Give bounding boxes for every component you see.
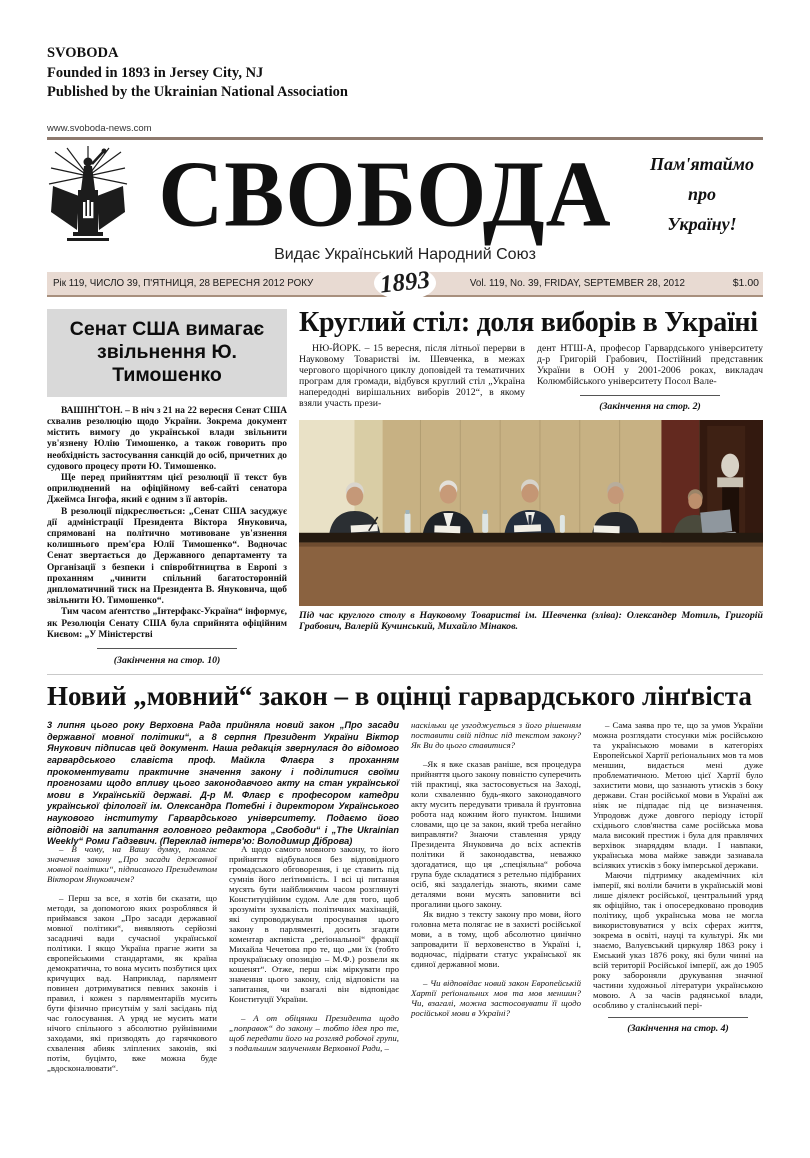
language-column-1 xyxy=(47,844,217,1073)
svoboda-liberty-logo-icon xyxy=(47,146,129,244)
interview-answer: – Перш за все, я хотів би сказати, що методи, за допомогою яких розроблявся й приймався закон „Про засади державної мовної політики“, виявляють серйозні засадничі вади сучасної української політики. І якщо Україна прагне жити за європейськими стандартами, як країна демократична, то вона мусить позбутися цих кричущих вад. Наприклад, парлямент повинен дотримуватися певних законів і правил, і кожен з парляментаріїв мусить бути фізично присутнім у залі засідань під час голосування. А уряд не мусить мати нічого спільного з абсолютно руйнівними заходами, які призводять до гарячкового схвалення абияк зліплених законів, які потім, буцімто, вже можна буде „вдосконалювати“. xyxy=(47,893,217,1074)
language-article xyxy=(47,720,763,1158)
year-1893-badge: 1893 xyxy=(374,266,436,300)
roundtable-column-1: НЮ-ЙОРК. – 15 вересня, після літньої перерви в Науковому Товаристві ім. Шевченка, в межах чергового щорічного циклу доповідей та тематичних програм для громади, відбувся круглий стіл „Україна напередодні вирішальних виборів 2012“, в якому взяли участь прези- xyxy=(299,343,525,409)
interview-answer: –Як я вже сказав раніше, вся процедура прийняття цього закону повністю суперечить тій практиці, яка застосовується на Заході, коли схваленню будь-якого законодавчого акту мусить передувати тривала й ґрунтовна робота над кожним його пунктом. Іншими словами, що це за закон, який треба негайно виправляти? Знаючи ставлення уряду Президента Януковича до всіх аспектів політики й законодавства, неважко здогадатися, що ця „спеціяльна“ робоча група буде складатися з ретельно підібраних осіб, які заздалегідь знають, якими саме деталями вони мусять заповнити всі прогалини цього закону. xyxy=(411,759,581,910)
publisher-founded: Founded in 1893 in Jersey City, NJ xyxy=(47,64,264,81)
senate-article xyxy=(47,309,287,666)
language-column-2 xyxy=(229,844,399,1053)
senate-body xyxy=(47,406,287,641)
interview-question: – А от обіцянки Президента щодо „поправок“ до закону – тобто ідея про те, щоб передати його на розгляд робочої групи, з подальшим залученням Верховної Ради, – xyxy=(229,1013,399,1054)
photo-caption: Під час круглого столу в Науковому Товаристві ім. Шевченка (зліва): Олександер Мотиль, Григорій Грабович, Валерій Кучинський, Михайло Мінаков. xyxy=(299,609,763,633)
senate-paragraph: Ще перед прийняттям цієї резолюції її текст був оприлюднений на офіційному веб-сайті сенатора Джеймса Інгофа, який є одним з її авторів. xyxy=(47,472,287,506)
masthead-subtitle: Видає Український Народний Союз xyxy=(274,245,536,263)
publisher-name: SVOBODA xyxy=(47,45,119,61)
interview-answer: Як видно з тексту закону про мови, його головна мета полягає не в захисті російської мови, а в тому, щоб абсолютно цинічно запровадити її верховенство в Україні і, водночас, підірвати статус української як єдиної державної мови. xyxy=(411,909,581,970)
dateline-english: Vol. 119, No. 39, FRIDAY, SEPTEMBER 28, 2012 xyxy=(469,277,685,289)
roundtable-continuation: (Закінчення на стор. 2) xyxy=(599,400,701,412)
continuation-rule xyxy=(608,1017,748,1018)
language-column-3 xyxy=(411,720,581,1018)
language-intro: 3 липня цього року Верховна Рада прийняла новий закон „Про засади державної мовної політики“, а 8 серпня Президент України Віктор Янукович підписав цей документ. Наша редакція звернулася до відомого гарвардського славіста проф. Майкла Флаєра з проханням прокоментувати практичне значення закону і поділитися своїми прогнозами щодо впливу цього законодавчого акту на стан української мови в Українській державі. Д-р М. Флаєр є професором катедри української філології ім. Олександра Потебні і директором Українського наукового інституту Гарвардського університету. Подаємо його відповіді на запитання головного редактора „Свободи“ і „The Ukrainian Weekly“ Роми Гадзевич. (Переклад інтерв'ю: Володимир Діброва) xyxy=(47,720,399,847)
roundtable-photo xyxy=(299,420,763,606)
publisher-info xyxy=(47,44,763,103)
continuation-rule xyxy=(580,395,720,396)
senate-paragraph: Тим часом аґентство „Інтерфакс-Україна“ інформує, як Резолюція Сенату США була сприйнята офіційним Києвом: „У Міністерстві xyxy=(47,607,287,640)
top-rule xyxy=(47,137,763,140)
senate-paragraph: ВАШІНҐТОН. – В ніч з 21 на 22 вересня Сенат США схвалив резолюцію щодо України. Зокрема документ містить вимогу до української влади звільнити ув'язнену Юлію Тимошенко, а також говорить про необхідність застосування санкцій до осіб, причетних до судового процесу проти Ю. Тимошенко. xyxy=(47,405,287,472)
interview-question: – Чи відповідає новий закон Европейській Хартії реґіональних мов та мов меншин? Чи, взагалі, можна застосовувати її щодо російської мови в Україні? xyxy=(411,978,581,1019)
price-label: $1.00 xyxy=(732,277,759,290)
dateline-ukrainian: Рік 119, ЧИСЛО 39, П'ЯТНИЦЯ, 28 ВЕРЕСНЯ 2012 РОКУ xyxy=(53,277,314,289)
language-continuation: (Закінчення на стор. 4) xyxy=(627,1023,729,1035)
senate-paragraph: В резолюції підкреслюється: „Сенат США засуджує дії адміністрації Президента Віктора Януковича, спрямовані на політично мотивоване ув'язнення колишнього прем'єра Юлії Тимошенко“. Водночас Сенат звертається до Державного департаменту та Організації з безпеки і співробітництва в Европі з проханням „чинити спільний багатосторонній дипломатичний тиск на Президента В. Януковича, щоб звільнити Ю. Тимошенко“. xyxy=(47,506,287,607)
masthead xyxy=(47,144,763,246)
website-link[interactable]: www.svoboda-news.com xyxy=(47,122,152,134)
interview-answer: А щодо самого мовного закону, то його прийняття відбувалося без відповідного громадського обговорення, і це ставить під сумнів його леґітимність. І всі ці питання мусять бути найближчим часом розглянуті Конституційним судом. Але для того, щоб зрозуміти зухвалість політичних махінацій, які супроводжували просування цього закону в парляменті, досить згадати коментар активіста „реґіональної“ фракції Михайла Чечетова про те, що „ми їх (тобто проукраїнську опозицію – М.Ф.) розвели як кошенят“. Отже, перш ніж міркувати про значення цього закону, слід відповісти на запитання, чи взагалі він відповідає Конституції України. xyxy=(229,844,399,1005)
publisher-association: Published by the Ukrainian National Association xyxy=(47,84,348,101)
interview-question: наскільки це узгоджується з його рішенням поставити свій підпис під текстом закону? Як Ви до цього ставитися? xyxy=(411,720,581,751)
language-article-headline: Новий „мовний“ закон – в оцінці гарвардського лінґвіста xyxy=(47,680,752,711)
interview-answer: – Сама заява про те, що за умов України можна розглядати стосунки між російською та українською мовами в категоріях Европейської Хартії реґіональних мов та мов меншин, видається мені дуже проблематичною. Метою цієї Хартії було захистити мови, що зазнають утисків з боку держави. Стан російської мови в Україні аж ніяк не підпадає під це визначення. Упродовж дуже довгого періоду історії східнього слов'янства саме російська мова мала високий престиж і була для правлячих верхівок знаряддям влади. І навпаки, українська мова майже завжди зазнавала всіляких утисків з боку імперської держави. xyxy=(593,720,763,871)
senate-continuation: (Закінчення на стор. 10) xyxy=(113,654,221,666)
masthead-motto: Пам'ятаймо про Україну! xyxy=(650,154,754,234)
interview-answer: Маючи підтримку академічних кіл імперії, які воліли бачити в українській мові лише діялект російської, центральний уряд як офіційно, так і опосередковано проводив політику, щоб українська мова не могла використовуватися у всіх сферах життя, зокрема в освіті, науці та культурі. Як ми знаємо, Валуєвський циркуляр 1863 року і Емський указ 1876 року, які були чинні на всій території Російської імперії, аж до 1905 року забороняли друкування значної частини художньої літератури українською мовою. А за часів радянської влади, особливо у сталінський пері- xyxy=(593,870,763,1011)
roundtable-column-2: дент НТШ-А, професор Гарвардського університету д-р Григорій Грабович, Постійний представник України в ООН у 2001-2006 роках, викладач Колюмбійського університету Посол Вале- (Закінчення на стор. 2) xyxy=(537,343,763,412)
senate-headline: Сенат США вимагає звільнення Ю. Тимошенко xyxy=(47,309,287,397)
section-divider xyxy=(47,674,763,675)
continuation-rule xyxy=(97,648,237,649)
interview-question: – В чому, на Вашу думку, полягає значення закону „Про засади державної мовної політики“, підписаного Президентом Віктором Януковичем? xyxy=(47,844,217,885)
dateline-bar xyxy=(47,266,763,299)
roundtable-headline: Круглий стіл: доля виборів в Україні xyxy=(299,306,758,338)
roundtable-article xyxy=(299,306,763,666)
language-column-4 xyxy=(593,720,763,1034)
newspaper-title: СВОБОДА xyxy=(158,142,612,247)
